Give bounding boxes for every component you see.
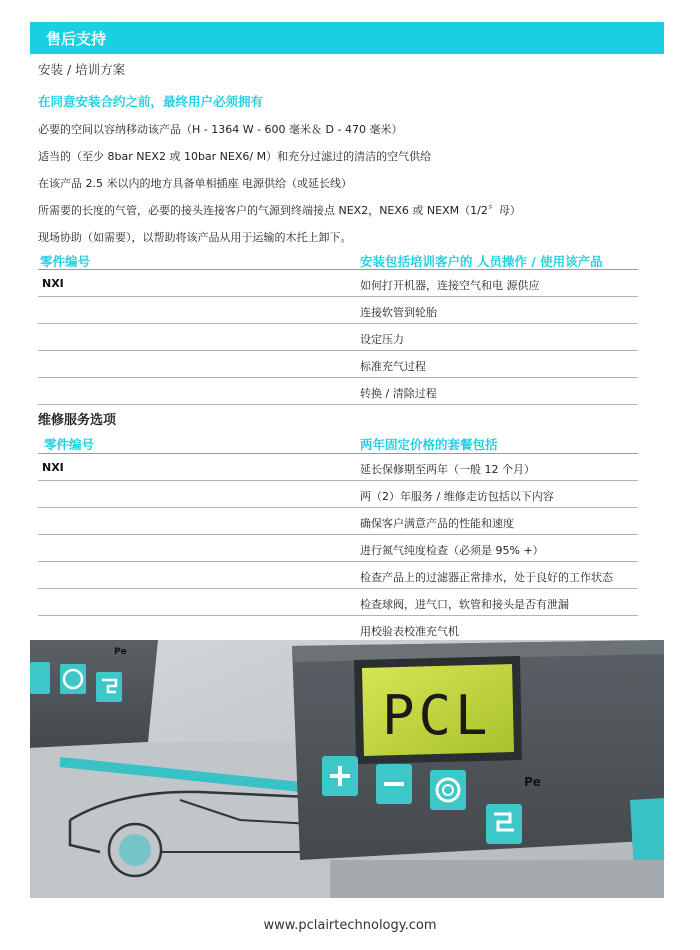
requirements-title: 在同意安装合约之前，最终用户必须拥有 [38, 94, 264, 109]
header-title: 售后支持 [46, 30, 107, 48]
row-description: 连接软管到轮胎 [360, 306, 437, 319]
svg-text:Pe: Pe [114, 647, 127, 657]
table-row [38, 616, 638, 643]
row-description: 检查产品上的过滤器正常排水，处于良好的工作状态 [360, 571, 613, 584]
header-bar [30, 22, 664, 54]
table-row [38, 535, 638, 562]
subheading: 安装 / 培训方案 [38, 62, 126, 77]
table-row [38, 351, 638, 378]
requirement-item: 现场协助（如需要），以帮助将该产品从用于运输的木托上卸下。 [38, 231, 352, 244]
row-description: 进行氮气纯度检查（必须是 95% +） [360, 544, 544, 557]
row-description: 标准充气过程 [360, 360, 426, 373]
service-col-part: 零件编号 [44, 437, 95, 452]
pe-label: Pe [524, 775, 541, 789]
table-row [38, 562, 638, 589]
main-control-panel [292, 640, 664, 872]
table-row [38, 324, 638, 351]
plus-icon [322, 756, 358, 796]
row-description: 用校验表校准充气机 [360, 625, 459, 638]
footer-url: www.pclairtechnology.com [263, 918, 437, 933]
service-col-desc: 两年固定价格的套餐包括 [360, 437, 498, 452]
product-photo [30, 640, 664, 898]
table-row [38, 270, 638, 297]
purge-icon [486, 804, 522, 844]
inflator-illustration [30, 640, 664, 898]
requirement-item: 所需要的长度的气管，必要的接头连接客户的气源到终端接点 NEX2，NEX6 或 NEXM（1/2〞母） [38, 204, 521, 217]
left-control-panel [30, 640, 158, 748]
row-description: 延长保修期至两年（一般 12 个月） [360, 463, 535, 476]
car-panel [30, 742, 330, 898]
lcd-display-text: PCL [382, 684, 492, 747]
requirement-item: 必要的空间以容纳移动该产品（H - 1364 W - 600 毫米＆ D - 470 毫米） [38, 123, 403, 136]
tire-icon [430, 770, 466, 810]
row-description: 两（2）年服务 / 维修走访包括以下内容 [360, 490, 554, 503]
row-description: 设定压力 [360, 333, 404, 346]
requirement-item: 适当的（至少 8bar NEX2 或 10bar NEX6/ M）和充分过滤过的清洁的空气供给 [38, 150, 432, 163]
minus-icon [376, 764, 412, 804]
requirement-item: 在该产品 2.5 米以内的地方具备单相插座 电源供给（或延长线） [38, 177, 352, 190]
row-description: 如何打开机器，连接空气和电 源供应 [360, 279, 540, 292]
row-description: 检查球阀，进气口，软管和接头是否有泄漏 [360, 598, 569, 611]
part-number: NXI [42, 461, 64, 474]
part-number: NXI [42, 277, 64, 290]
row-description: 转换 / 清除过程 [360, 387, 437, 400]
training-col-part: 零件编号 [40, 254, 91, 269]
table-row [38, 297, 638, 324]
training-col-desc: 安装包括培训客户的 人员操作 / 使用该产品 [360, 254, 603, 269]
table-row [38, 454, 638, 481]
table-row [38, 378, 638, 405]
table-row [38, 589, 638, 616]
table-row [38, 508, 638, 535]
table-row [38, 481, 638, 508]
service-title: 维修服务选项 [38, 413, 117, 428]
row-description: 确保客户满意产品的性能和速度 [360, 517, 514, 530]
